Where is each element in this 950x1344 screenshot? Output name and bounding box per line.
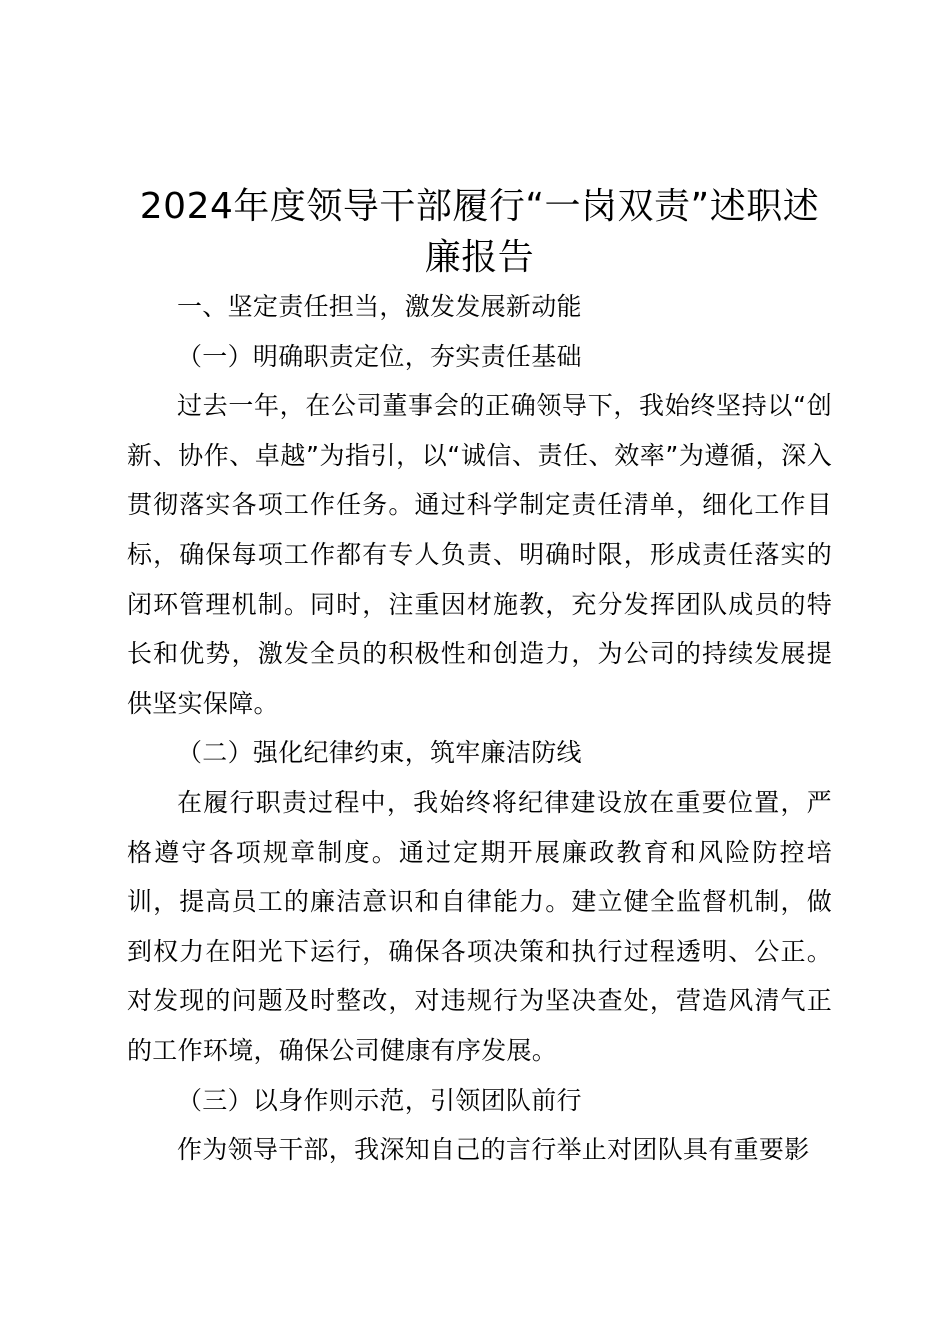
subsection-heading: （一）明确职责定位，夯实责任基础 [177,341,582,371]
paragraph: 在履行职责过程中，我始终将纪律建设放在重要位置，严格遵守各项规章制度。通过定期开展廉政教育和风险防控培训，提高员工的廉洁意识和自律能力。建立健全监督机制，做到权力在阳光下运行，确保各项决策和执行过程透明、公正。对发现的问题及时整改，对违规行为坚决查处，营造风清气正的工作环境，确保公司健康有序发展。 [127,787,832,1065]
document-title: 2024年度领导干部履行“一岗双责”述职述廉报告 [139,186,820,278]
paragraph: 过去一年，在公司董事会的正确领导下，我始终坚持以“创新、协作、卓越”为指引，以“诚信、责任、效率”为遵循，深入贯彻落实各项工作任务。通过科学制定责任清单，细化工作目标，确保每项工作都有专人负责、明确时限，形成责任落实的闭环管理机制。同时，注重因材施教，充分发挥团队成员的特长和优势，激发全员的积极性和创造力，为公司的持续发展提供坚实保障。 [127,391,832,718]
paragraph: 作为领导干部，我深知自己的言行举止对团队具有重要影 [177,1135,810,1165]
section-heading: 一、坚定责任担当，激发发展新动能 [177,292,582,321]
subsection-heading: （二）强化纪律约束，筑牢廉洁防线 [177,738,582,768]
subsection-heading: （三）以身作则示范，引领团队前行 [177,1085,582,1115]
document-body [127,282,832,1175]
